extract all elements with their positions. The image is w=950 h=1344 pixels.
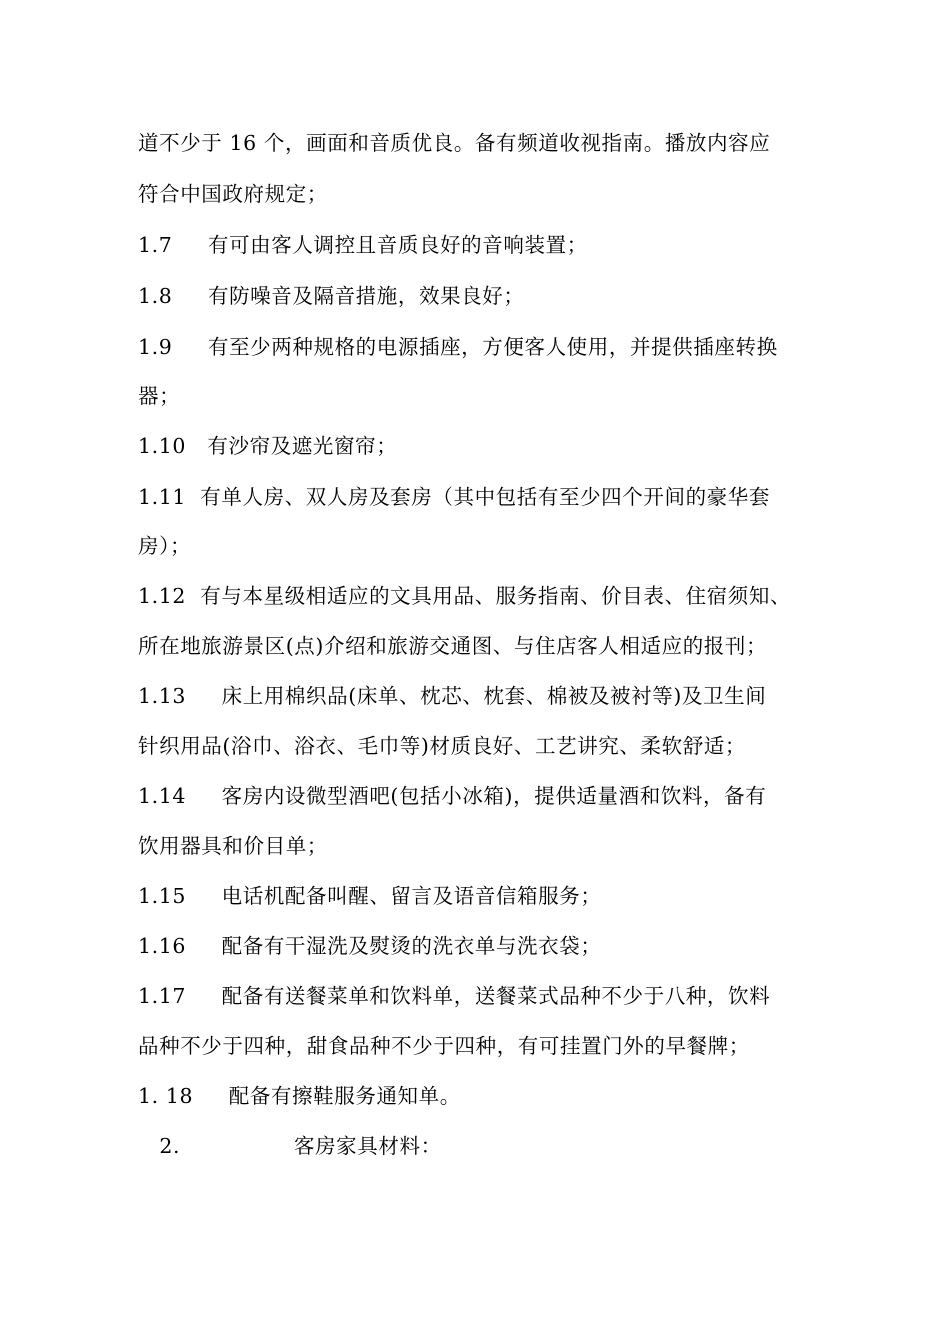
text-line-1-12: 1.12 有与本星级相适应的文具用品、服务指南、价目表、住宿须知、 (138, 584, 792, 608)
text-line-1-11-cont: 房）； (138, 534, 192, 558)
text-line-1-18: 1. 18 配备有擦鞋服务通知单。 (138, 1084, 461, 1108)
text-line-1-17-cont: 品种不少于四种，甜食品种不少于四种，有可挂置门外的早餐牌； (138, 1034, 750, 1058)
text-line-1-15: 1.15 电话机配备叫醒、留言及语音信箱服务； (138, 884, 602, 908)
text-line-1-14-cont: 饮用器具和价目单； (138, 834, 328, 858)
text-line-tv-regulations: 符合中国政府规定； (138, 182, 328, 206)
text-line-1-12-cont: 所在地旅游景区(点)介绍和旅游交通图、与住店客人相适应的报刊； (138, 634, 768, 658)
text-line-1-11: 1.11 有单人房、双人房及套房（其中包括有至少四个开间的豪华套 (138, 485, 770, 509)
text-line-1-14: 1.14 客房内设微型酒吧(包括小冰箱)，提供适量酒和饮料，备有 (138, 784, 767, 808)
text-line-1-17: 1.17 配备有送餐菜单和饮料单，送餐菜式品种不少于八种，饮料 (138, 984, 771, 1008)
text-line-1-16: 1.16 配备有干湿洗及熨烫的洗衣单与洗衣袋； (138, 934, 602, 958)
text-line-1-9-cont: 器； (138, 384, 181, 408)
text-line-1-13: 1.13 床上用棉织品(床单、枕芯、枕套、棉被及被衬等)及卫生间 (138, 684, 767, 708)
section-heading-2: 2. 客房家具材料： (138, 1134, 442, 1158)
text-line-1-9: 1.9 有至少两种规格的电源插座，方便客人使用，并提供插座转换 (138, 335, 778, 359)
text-line-1-7: 1.7 有可由客人调控且音质良好的音响装置； (138, 233, 588, 257)
text-line-1-10: 1.10 有沙帘及遮光窗帘； (138, 434, 398, 458)
text-line-1-13-cont: 针织用品(浴巾、浴衣、毛巾等)材质良好、工艺讲究、柔软舒适； (138, 734, 746, 758)
text-line-1-8: 1.8 有防噪音及隔音措施，效果良好； (138, 284, 525, 308)
text-line-tv-channels: 道不少于 16 个，画面和音质优良。备有频道收视指南。播放内容应 (138, 131, 771, 155)
